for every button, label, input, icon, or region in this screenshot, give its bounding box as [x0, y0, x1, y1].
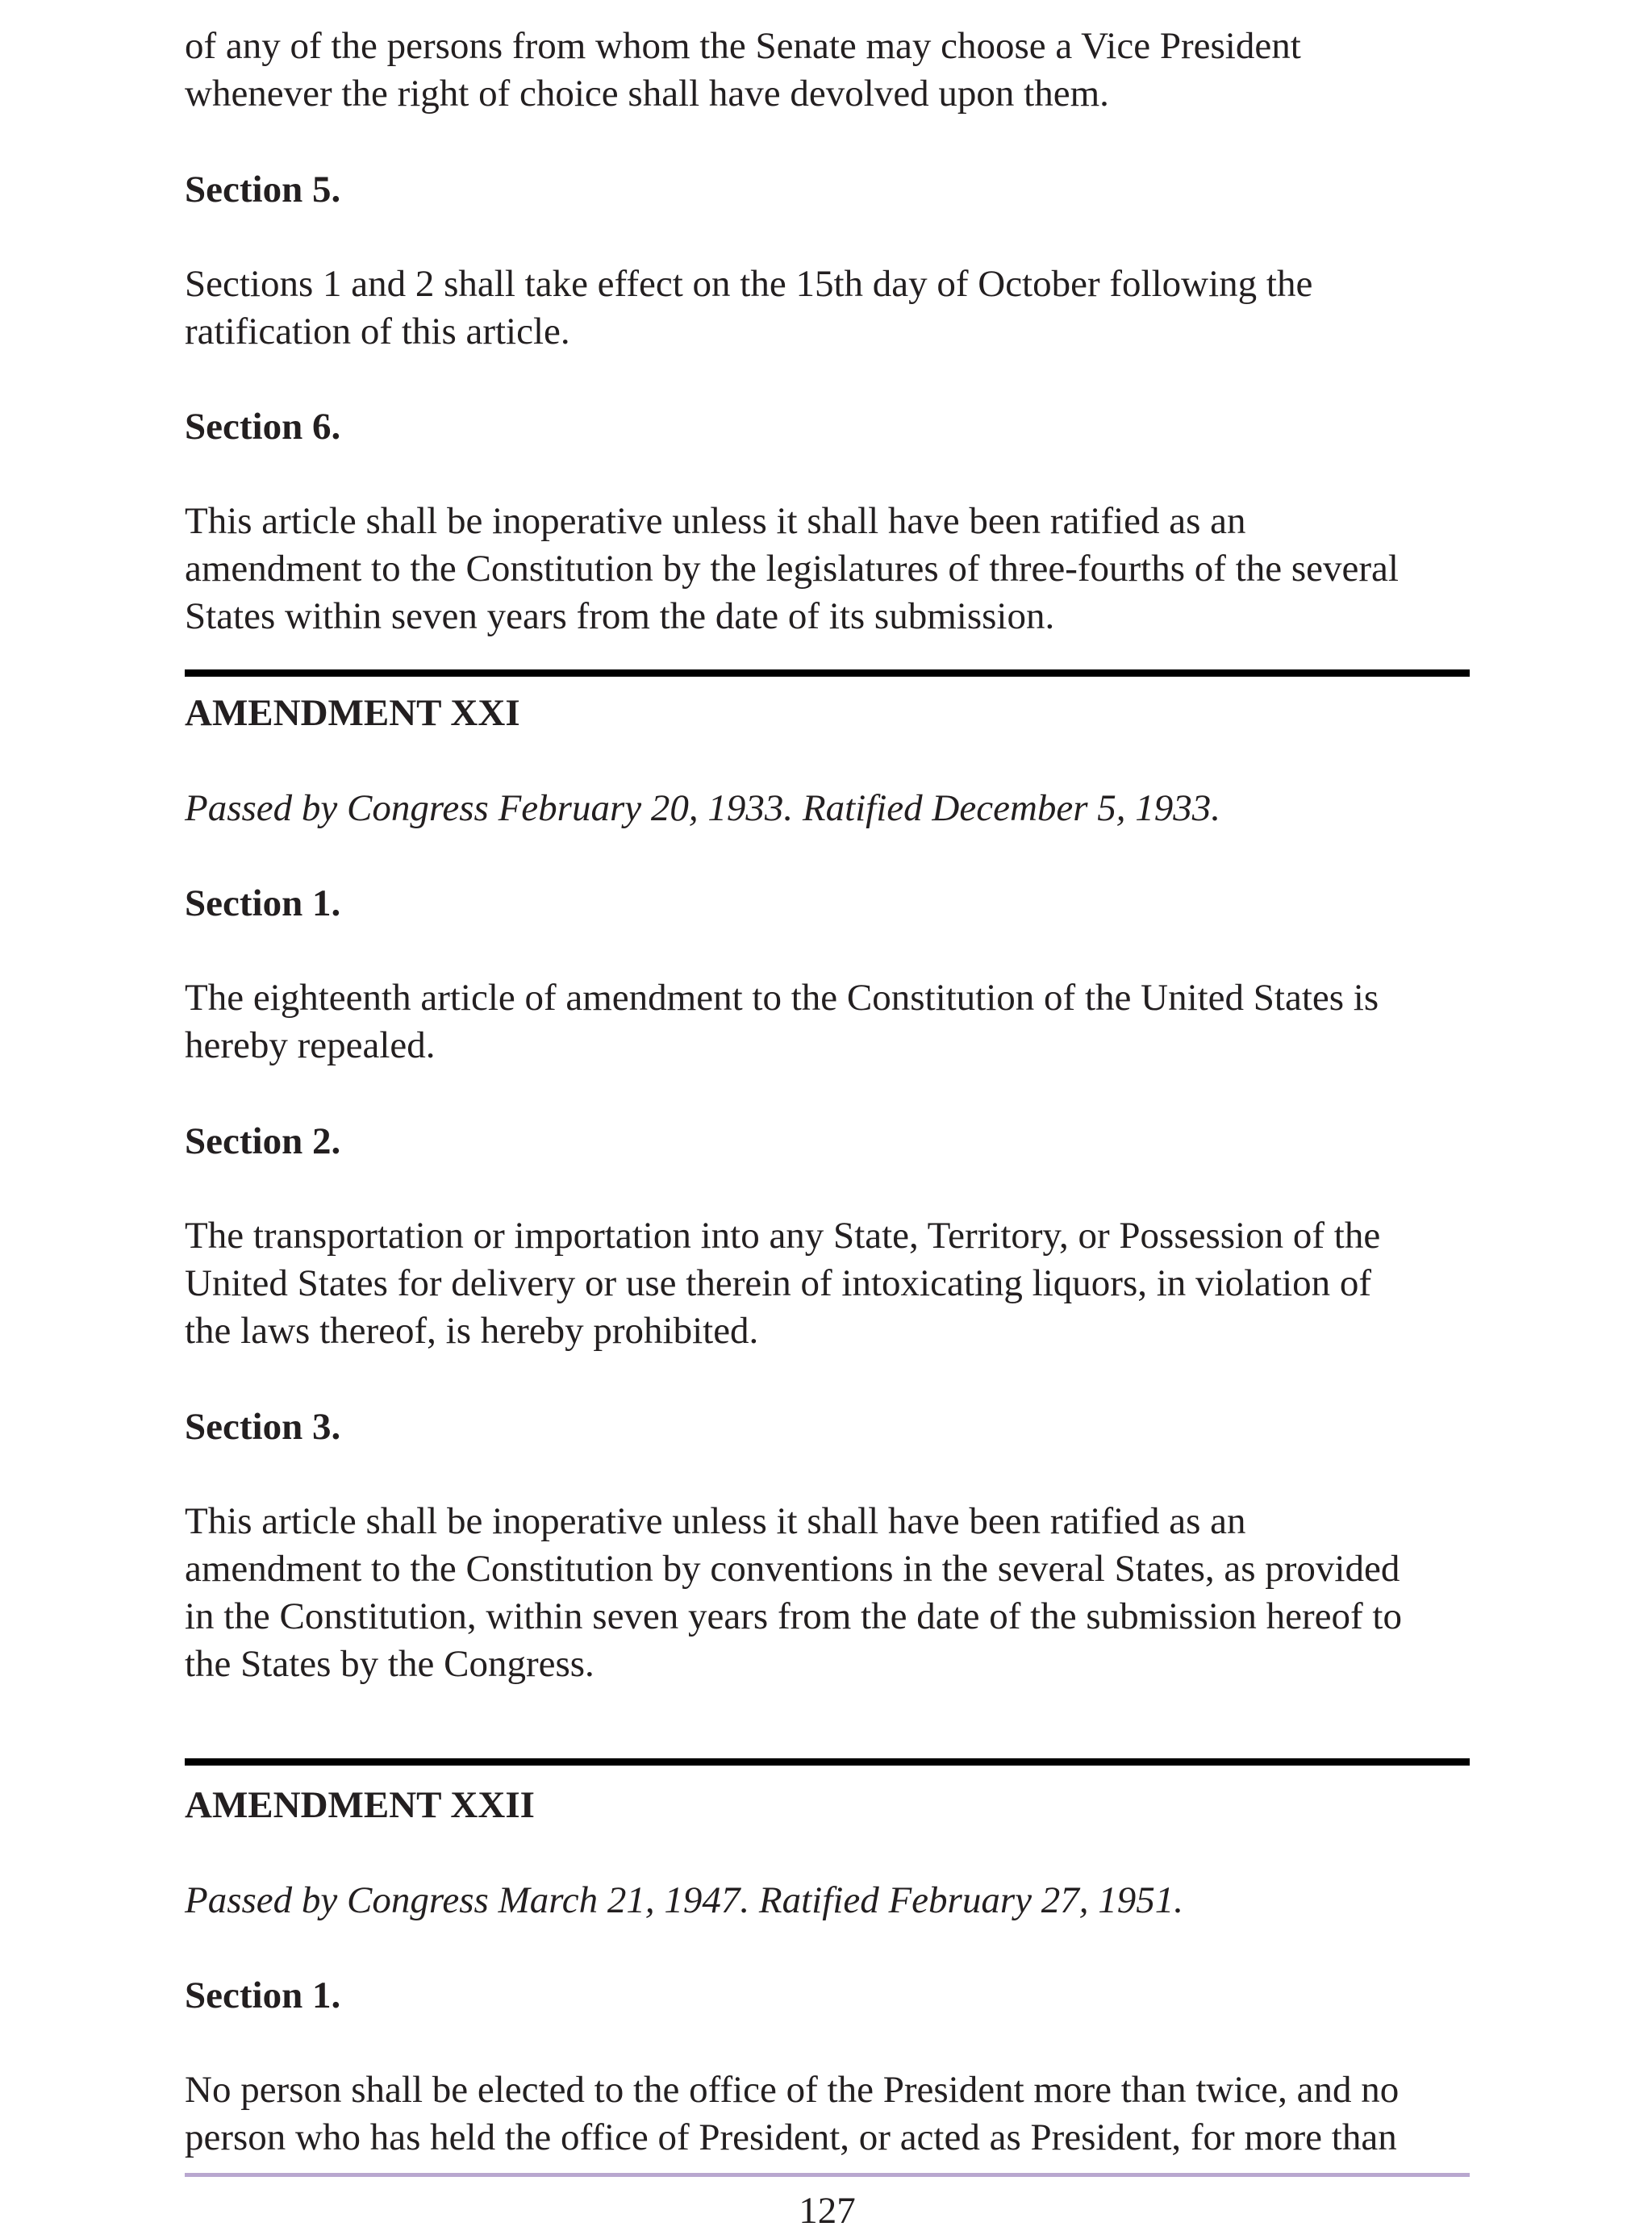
text-line: amendment to the Constitution by conventions in the several States, as provided — [185, 1548, 1400, 1590]
section-paragraph — [185, 1212, 1470, 1355]
text-line: The transportation or importation into any State, Territory, or Possession of the — [185, 1215, 1381, 1257]
intro-paragraph — [185, 23, 1470, 118]
text-line: of any of the persons from whom the Senate may choose a Vice President — [185, 25, 1301, 67]
passed-ratified-note: Passed by Congress February 20, 1933. Ratified December 5, 1933. — [185, 787, 1221, 829]
amendment-title: AMENDMENT XXII — [185, 1784, 535, 1826]
page-number: 127 — [799, 2190, 856, 2232]
text-line: ratification of this article. — [185, 311, 570, 352]
amendment-divider — [185, 669, 1470, 677]
text-line: No person shall be elected to the office of the President more than twice, and no — [185, 2069, 1400, 2111]
section-paragraph — [185, 974, 1470, 1070]
section-paragraph — [185, 261, 1470, 356]
text-line: Sections 1 and 2 shall take effect on the 15th day of October following the — [185, 263, 1313, 305]
text-line: in the Constitution, within seven years from the date of the submission hereof to — [185, 1595, 1402, 1637]
text-line: This article shall be inoperative unless it shall have been ratified as an — [185, 500, 1246, 542]
text-line: the laws thereof, is hereby prohibited. — [185, 1310, 759, 1352]
text-line: the States by the Congress. — [185, 1643, 594, 1685]
section-heading: Section 5. — [185, 169, 341, 211]
section-paragraph — [185, 498, 1470, 640]
section-heading: Section 6. — [185, 406, 341, 448]
section-paragraph — [185, 2066, 1470, 2162]
amendment-title: AMENDMENT XXI — [185, 692, 520, 734]
footer-rule — [185, 2173, 1470, 2177]
section-heading: Section 2. — [185, 1120, 341, 1162]
section-heading: Section 1. — [185, 882, 341, 924]
text-line: This article shall be inoperative unless it shall have been ratified as an — [185, 1500, 1246, 1542]
text-line: hereby repealed. — [185, 1024, 436, 1066]
text-line: United States for delivery or use therein of intoxicating liquors, in violation of — [185, 1262, 1372, 1304]
passed-ratified-note: Passed by Congress March 21, 1947. Ratified February 27, 1951. — [185, 1879, 1183, 1921]
section-paragraph — [185, 1498, 1470, 1688]
text-line: The eighteenth article of amendment to the Constitution of the United States is — [185, 977, 1379, 1019]
text-line: person who has held the office of President, or acted as President, for more than — [185, 2116, 1397, 2158]
text-line: whenever the right of choice shall have devolved upon them. — [185, 73, 1109, 115]
text-line: amendment to the Constitution by the legislatures of three-fourths of the several — [185, 548, 1399, 590]
text-line: States within seven years from the date of its submission. — [185, 595, 1055, 637]
section-heading: Section 3. — [185, 1406, 341, 1448]
amendment-divider — [185, 1758, 1470, 1766]
section-heading: Section 1. — [185, 1974, 341, 2016]
